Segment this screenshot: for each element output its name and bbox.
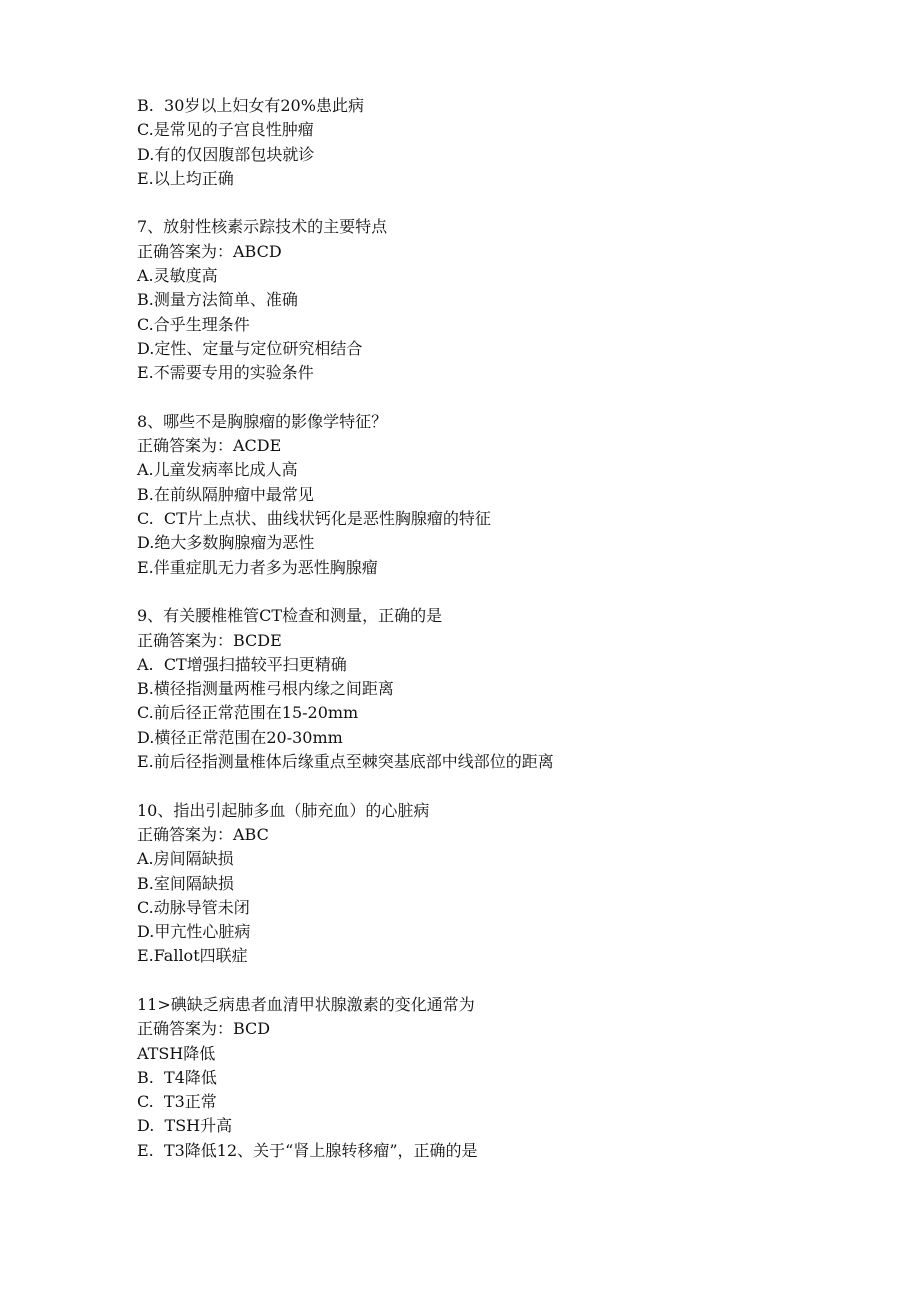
option-b: B.测量方法简单、准确 — [137, 290, 298, 310]
document-content — [137, 94, 857, 1187]
option-e: E.Fallot四联症 — [137, 946, 248, 966]
option-b: B.横径指测量两椎弓根内缘之间距离 — [137, 679, 394, 699]
option-a: A.儿童发病率比成人高 — [137, 460, 298, 480]
correct-answer: 正确答案为：ACDE — [137, 436, 282, 456]
question-title: 7、放射性核素示踪技术的主要特点 — [137, 217, 388, 237]
question-title: 8、哪些不是胸腺瘤的影像学特征？ — [137, 411, 388, 431]
option-a: ATSH降低 — [137, 1043, 216, 1063]
option-e: E. T3降低12、关于“肾上腺转移瘤”，正确的是 — [137, 1140, 478, 1160]
question-title: 9、有关腰椎椎管CT检查和测量，正确的是 — [137, 606, 443, 626]
option-c: C. CT片上点状、曲线状钙化是恶性胸腺瘤的特征 — [137, 509, 491, 529]
option-d: D.横径正常范围在20-30mm — [137, 727, 343, 747]
question-block-11 — [137, 993, 857, 1163]
correct-answer: 正确答案为：BCD — [137, 1019, 271, 1039]
option-d: D.定性、定量与定位研究相结合 — [137, 338, 363, 358]
option-c: C.是常见的子宫良性肿瘤 — [137, 120, 314, 140]
option-e: E.伴重症肌无力者多为恶性胸腺瘤 — [137, 557, 378, 577]
option-d: D.绝大多数胸腺瘤为恶性 — [137, 533, 315, 553]
question-block-10 — [137, 799, 857, 969]
option-c: C.前后径正常范围在15-20mm — [137, 703, 359, 723]
question-block-8 — [137, 410, 857, 580]
option-e: E.前后径指测量椎体后缘重点至棘突基底部中线部位的距离 — [137, 752, 554, 772]
option-c: C.合乎生理条件 — [137, 314, 250, 334]
option-c: C. T3正常 — [137, 1092, 217, 1112]
correct-answer: 正确答案为：ABCD — [137, 241, 282, 261]
correct-answer: 正确答案为：ABC — [137, 824, 269, 844]
option-d: D.有的仅因腹部包块就诊 — [137, 144, 315, 164]
question-block-7 — [137, 215, 857, 385]
question-block-continued — [137, 94, 857, 191]
option-b: B. 30岁以上妇女有20%患此病 — [137, 96, 364, 115]
correct-answer: 正确答案为：BCDE — [137, 630, 282, 650]
question-block-9 — [137, 604, 857, 774]
option-a: A. CT增强扫描较平扫更精确 — [137, 654, 347, 674]
option-c: C.动脉导管未闭 — [137, 897, 250, 917]
option-d: D. TSH升高 — [137, 1116, 233, 1136]
option-b: B.室间隔缺损 — [137, 873, 234, 893]
option-d: D.甲亢性心脏病 — [137, 922, 251, 942]
option-a: A.灵敏度高 — [137, 266, 218, 286]
option-e: E.不需要专用的实验条件 — [137, 363, 314, 383]
option-e: E.以上均正确 — [137, 168, 234, 188]
question-title: 11>碘缺乏病患者血清甲状腺激素的变化通常为 — [137, 994, 475, 1014]
option-b: B.在前纵隔肿瘤中最常见 — [137, 484, 314, 504]
question-title: 10、指出引起肺多血（肺充血）的心脏病 — [137, 800, 430, 820]
option-a: A.房间隔缺损 — [137, 849, 234, 869]
option-b: B. T4降低 — [137, 1067, 217, 1087]
